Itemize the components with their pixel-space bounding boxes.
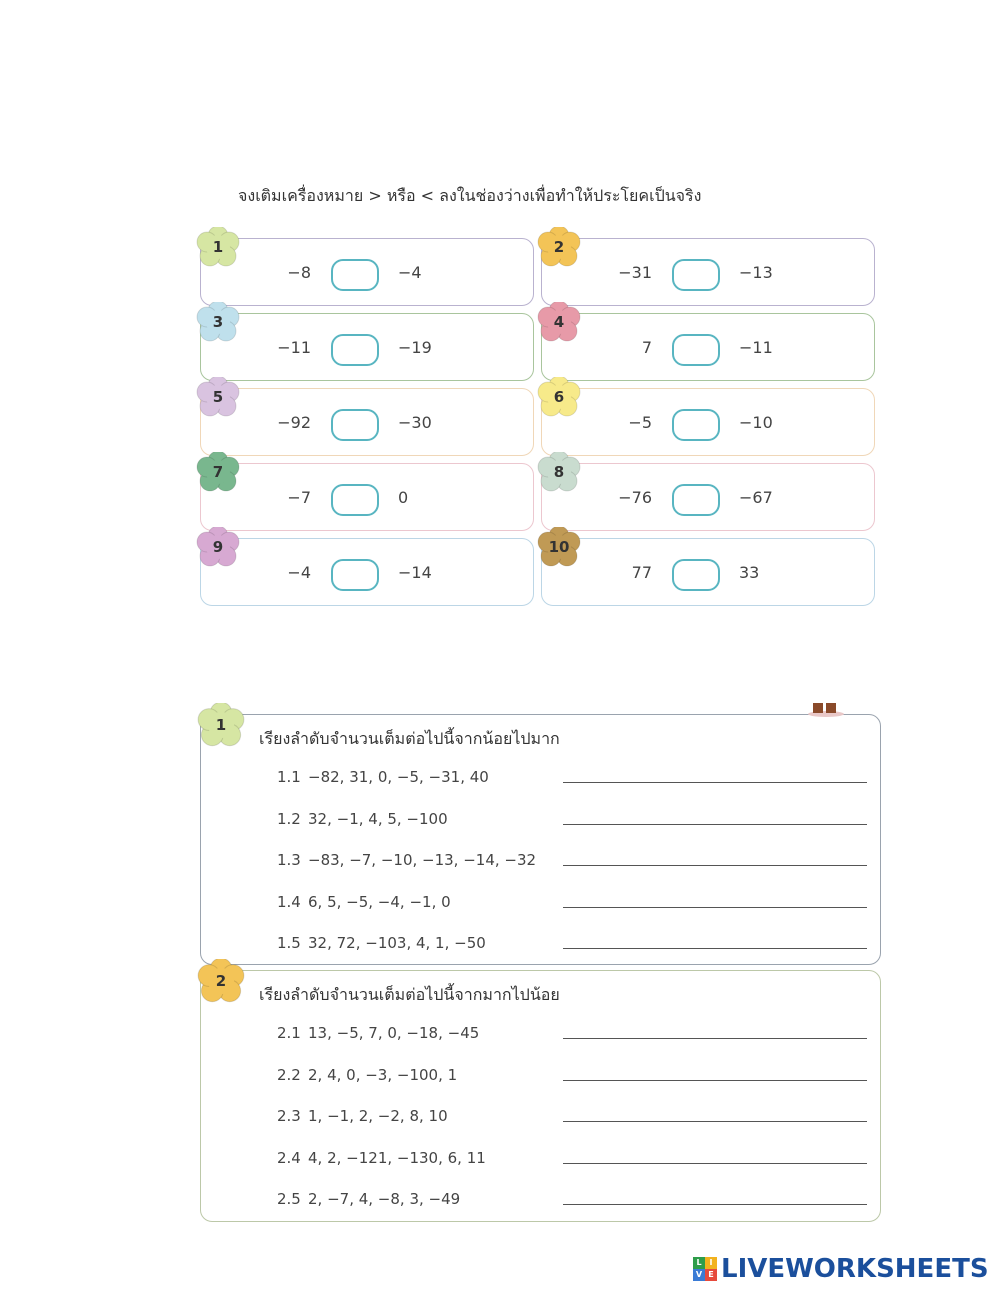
item-number: 1.4: [277, 892, 301, 911]
right-number: −30: [398, 413, 432, 432]
item-numbers: 13, −5, 7, 0, −18, −45: [308, 1024, 480, 1042]
item-number: 1.1: [277, 768, 301, 786]
ordering-item: [201, 851, 882, 875]
comparison-item: [541, 463, 875, 531]
answer-line[interactable]: [563, 1080, 867, 1081]
item-numbers: 4, 2, −121, −130, 6, 11: [308, 1148, 486, 1167]
ordering-item: [201, 810, 882, 834]
item-numbers: −83, −7, −10, −13, −14, −32: [308, 851, 537, 869]
number-badge: [196, 302, 240, 342]
item-numbers: 2, 4, 0, −3, −100, 1: [308, 1065, 458, 1084]
badge-number: 2: [215, 972, 227, 990]
comparison-item: [200, 388, 534, 456]
answer-line[interactable]: [563, 1163, 867, 1164]
answer-line[interactable]: [563, 865, 867, 866]
ordering-item: [201, 1107, 882, 1131]
ordering-item: [201, 1190, 882, 1214]
section-badge: [197, 959, 245, 1003]
answer-line[interactable]: [563, 1121, 867, 1122]
answer-box[interactable]: [331, 409, 379, 441]
answer-box[interactable]: [672, 484, 720, 516]
answer-box[interactable]: [672, 334, 720, 366]
item-numbers: 2, −7, 4, −8, 3, −49: [308, 1190, 461, 1208]
left-number: −76: [618, 488, 652, 507]
right-number: −10: [739, 413, 773, 432]
badge-number: 9: [212, 538, 224, 556]
liveworksheets-logo: [693, 1254, 989, 1284]
ordering-item: [201, 1066, 882, 1090]
item-number: 2.2: [277, 1065, 301, 1084]
answer-box[interactable]: [672, 259, 720, 291]
ordering-section-2: [200, 970, 881, 1222]
item-number: 1.5: [277, 934, 301, 952]
section-title: เรียงลำดับจำนวนเต็มต่อไปนี้จากมากไปน้อย: [259, 985, 560, 1004]
ordering-item: [201, 893, 882, 917]
number-badge: [537, 227, 581, 267]
ordering-item: [201, 934, 882, 958]
decorative-pots-icon: [806, 701, 846, 717]
number-badge: [537, 452, 581, 492]
comparison-item: [200, 538, 534, 606]
comparison-item: [541, 538, 875, 606]
number-badge: [196, 527, 240, 567]
ordering-item: [201, 768, 882, 792]
item-number: 2.1: [277, 1024, 301, 1042]
item-numbers: 32, 72, −103, 4, 1, −50: [308, 934, 486, 952]
answer-line[interactable]: [563, 907, 867, 908]
badge-number: 1: [212, 238, 224, 256]
badge-number: 2: [553, 238, 565, 256]
right-number: −14: [398, 563, 432, 582]
ordering-item: [201, 1024, 882, 1048]
badge-number: 6: [553, 388, 565, 406]
right-number: −4: [398, 263, 422, 282]
comparison-item: [200, 238, 534, 306]
number-badge: [196, 452, 240, 492]
ordering-section-1: [200, 714, 881, 965]
number-badge: [537, 527, 581, 567]
logo-text: LIVEWORKSHEETS: [721, 1254, 989, 1284]
left-number: −7: [287, 488, 311, 507]
item-number: 1.3: [277, 851, 301, 869]
item-number: 2.5: [277, 1190, 301, 1208]
number-badge: [196, 377, 240, 417]
item-numbers: 6, 5, −5, −4, −1, 0: [308, 892, 451, 911]
answer-box[interactable]: [672, 559, 720, 591]
badge-number: 1: [215, 716, 227, 734]
answer-box[interactable]: [672, 409, 720, 441]
left-number: −92: [277, 413, 311, 432]
comparison-item: [541, 388, 875, 456]
right-number: −19: [398, 338, 432, 357]
badge-number: 3: [212, 313, 224, 331]
right-number: −11: [739, 338, 773, 357]
item-numbers: 32, −1, 4, 5, −100: [308, 809, 448, 828]
section-title: เรียงลำดับจำนวนเต็มต่อไปนี้จากน้อยไปมาก: [259, 729, 560, 748]
left-number: −4: [287, 563, 311, 582]
badge-number: 5: [212, 388, 224, 406]
item-numbers: −82, 31, 0, −5, −31, 40: [308, 768, 489, 786]
instruction-text: จงเติมเครื่องหมาย > หรือ < ลงในช่องว่างเพื่อทำให้ประโยคเป็นจริง: [238, 186, 702, 205]
right-number: 0: [398, 488, 409, 507]
right-number: −13: [739, 263, 773, 282]
ordering-item: [201, 1149, 882, 1173]
logo-mark-icon: L I V E: [693, 1257, 717, 1281]
badge-number: 7: [212, 463, 224, 481]
answer-line[interactable]: [563, 1038, 867, 1039]
answer-line[interactable]: [563, 782, 867, 783]
left-number: −8: [287, 263, 311, 282]
comparison-item: [541, 238, 875, 306]
answer-line[interactable]: [563, 1204, 867, 1205]
answer-line[interactable]: [563, 824, 867, 825]
left-number: 77: [631, 563, 652, 582]
item-number: 2.4: [277, 1148, 301, 1167]
comparison-item: [200, 463, 534, 531]
comparison-item: [541, 313, 875, 381]
answer-box[interactable]: [331, 559, 379, 591]
left-number: −11: [277, 338, 311, 357]
answer-box[interactable]: [331, 334, 379, 366]
item-number: 2.3: [277, 1107, 301, 1125]
number-badge: [537, 377, 581, 417]
number-badge: [196, 227, 240, 267]
badge-number: 10: [548, 538, 570, 556]
right-number: −67: [739, 488, 773, 507]
comparison-item: [200, 313, 534, 381]
section-badge: [197, 703, 245, 747]
number-badge: [537, 302, 581, 342]
right-number: 33: [739, 563, 760, 582]
item-number: 1.2: [277, 809, 301, 828]
left-number: −31: [618, 263, 652, 282]
left-number: 7: [641, 338, 652, 357]
answer-line[interactable]: [563, 948, 867, 949]
left-number: −5: [628, 413, 652, 432]
item-numbers: 1, −1, 2, −2, 8, 10: [308, 1107, 448, 1125]
badge-number: 8: [553, 463, 565, 481]
answer-box[interactable]: [331, 259, 379, 291]
badge-number: 4: [553, 313, 565, 331]
answer-box[interactable]: [331, 484, 379, 516]
